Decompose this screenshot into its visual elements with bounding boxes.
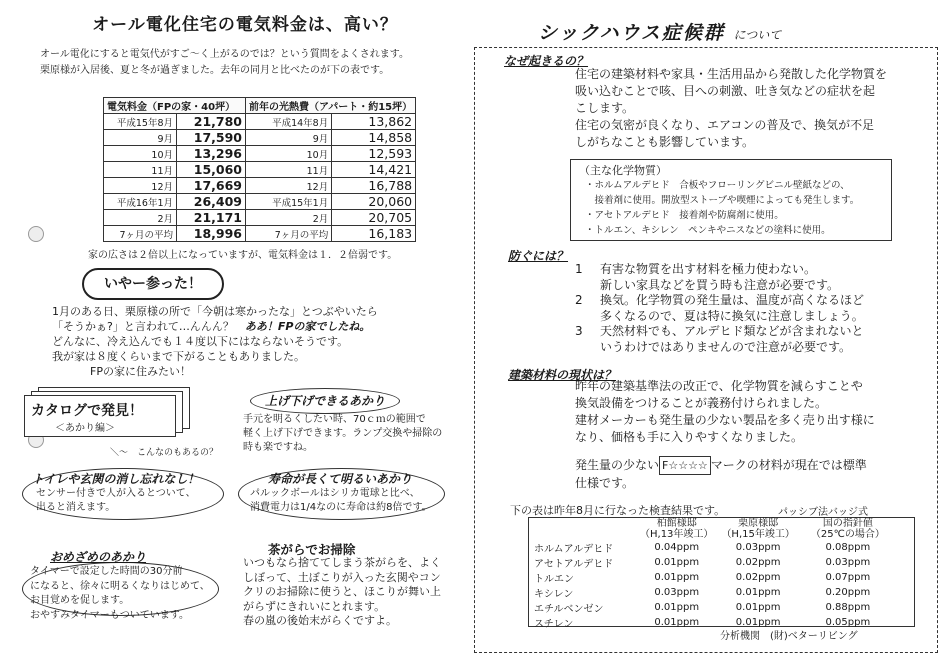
chemicals-title: （主な化学物質） [579, 164, 667, 177]
table-row [104, 114, 416, 130]
cost-value: 26,409 [177, 194, 246, 210]
table-row [104, 146, 416, 162]
why-body [575, 66, 920, 151]
story-line: FPの家に住みたい！ [90, 365, 191, 378]
chemical-name: ホルムアルデヒド [534, 544, 614, 555]
table-row [530, 570, 897, 585]
cost-label: 11月 [246, 162, 332, 178]
test-value: 0.03ppm [735, 542, 781, 553]
cost-value: 12,593 [332, 146, 416, 162]
item-line: 天然材料でも、アルデヒド類などが含まれないと [600, 324, 864, 338]
cost-value: 20,705 [332, 210, 416, 226]
section-body-wake [30, 565, 210, 623]
cost-label: 平成14年8月 [246, 114, 332, 130]
story-line [52, 319, 442, 334]
item-number: 1 [575, 262, 583, 276]
table-row [530, 555, 897, 570]
cost-value: 21,171 [177, 210, 246, 226]
body-line: 昨年の建築基準法の改正で、化学物質を減らすことや [575, 379, 863, 393]
current-heading: 建築材料の現状は？ [508, 368, 617, 382]
section-title-longlife: 寿命が長くて明るいあかり [268, 472, 413, 486]
cost-label: 9月 [246, 130, 332, 146]
catalog-subtitle: ＜あかり編＞ [55, 423, 115, 434]
table-row [104, 194, 416, 210]
cost-label: 10月 [104, 146, 177, 162]
body-line: 吸い込むことで咳、目への刺激、吐き気などの症状を起 [575, 84, 876, 98]
header-line: 栗原様邸 [738, 518, 779, 529]
body-line [575, 456, 920, 475]
table-row [530, 540, 897, 555]
catalog-card [24, 395, 189, 451]
story-text [52, 304, 442, 379]
test-value: 0.20ppm [825, 587, 871, 598]
header-line: 柏館様邸 [656, 518, 697, 529]
cost-value: 20,060 [332, 194, 416, 210]
test-value: 0.03ppm [654, 587, 700, 598]
chemicals-box [570, 159, 892, 241]
item-line: 換気。化学物質の発生量は、温度が高くなるほど [600, 293, 865, 307]
test-value: 0.88ppm [825, 602, 871, 613]
test-intro: 下の表は昨年8月に行なった検査結果です。 [510, 504, 726, 517]
story-emphasis: ああ！FPの家でしたね。 [244, 320, 371, 333]
section-title-wake: おめざめのあかり [50, 550, 147, 564]
chemical-line: 接着剤に使用。開放型ストーブや喫煙によっても発生します。 [585, 195, 860, 206]
cost-label: 10月 [246, 146, 332, 162]
header-line: （25℃の場合） [810, 529, 885, 540]
test-header [636, 518, 717, 540]
test-value: 0.01ppm [654, 602, 700, 613]
fstar-mark: F☆☆☆☆ [659, 456, 711, 475]
cost-value: 18,996 [177, 226, 246, 242]
section-title-toilet: トイレや玄関の消し忘れなし！ [32, 472, 200, 486]
section-body-tea [243, 556, 468, 629]
chemical-line: ・トルエン、キシレン ペンキやニスなどの塗料に使用。 [585, 225, 831, 236]
cost-value: 16,183 [332, 226, 416, 242]
cost-label: 平成15年1月 [246, 194, 332, 210]
cost-header-right: 前年の光熱費（アパート・約15坪） [246, 98, 416, 114]
prevent-heading: 防ぐには？ [508, 249, 569, 263]
cost-value: 14,421 [332, 162, 416, 178]
test-value: 0.01ppm [735, 602, 781, 613]
current-body [575, 378, 920, 446]
body-line: 住宅の建築材料や家具・生活用品から発散した化学物質を [575, 67, 888, 81]
test-header [799, 518, 897, 540]
item-line: 多くなるので、夏は特に換気に注意しましょう。 [600, 308, 864, 323]
fstar-before: 発生量の少ない [575, 458, 660, 472]
left-page-title: オール電化住宅の電気料金は、高い？ [92, 15, 398, 35]
body-line: なり、価格も手に入りやすくなりました。 [575, 430, 804, 444]
binder-hole [28, 226, 44, 242]
body-line: 手元を明るくしたい時、70ｃｍの範囲で [243, 414, 426, 425]
test-value: 0.03ppm [825, 557, 871, 568]
fstar-text [575, 456, 920, 492]
section-body-up-down [243, 413, 458, 455]
story-line: 我が家は８度くらいまで下がることもありました。 [52, 350, 305, 363]
test-value: 0.05ppm [825, 617, 871, 628]
body-line: 仕様です。 [575, 476, 635, 490]
cost-label: 7ヶ月の平均 [246, 226, 332, 242]
body-line: お目覚めを促します。 [30, 595, 130, 606]
item-number: 3 [575, 324, 583, 338]
banner-text: いやー参った！ [104, 276, 202, 292]
body-line: タイマーで設定した時間の30分前 [30, 566, 183, 577]
table-row [104, 178, 416, 194]
catalog-caption: ＼～ こんなのもあるの？ [110, 448, 219, 458]
cost-value: 14,858 [332, 130, 416, 146]
table-note: 家の広さは２倍以上になっていますが、電気料金は１．２倍弱です。 [88, 250, 398, 261]
banner-bubble [82, 268, 224, 300]
chemical-line: ・ホルムアルデヒド 合板やフローリングビニル壁紙などの、 [585, 180, 850, 191]
body-line: しがちなことも影響しています。 [575, 135, 755, 149]
chemical-name: エチルベンゼン [534, 604, 604, 615]
body-line: 住宅の気密が良くなり、エアコンの普及で、換気が不足 [575, 118, 875, 132]
body-line: 時も楽ですね。 [243, 442, 313, 453]
body-line: しぼって、土ぼこりが入った玄関やコン [243, 570, 441, 584]
item-line: 新しい家具などを買う時も注意が必要です。 [600, 277, 840, 292]
cost-label: 2月 [246, 210, 332, 226]
intro-line: 栗原様が入居後、夏と冬が過ぎました。去年の同月と比べたのが下の表です。 [40, 65, 390, 76]
cost-label: 11月 [104, 162, 177, 178]
fstar-after: マークの材料が現在では標準 [710, 458, 867, 472]
cost-label: 9月 [104, 130, 177, 146]
cost-value: 16,788 [332, 178, 416, 194]
prevent-list [575, 262, 905, 355]
right-title-suffix: について [733, 28, 782, 42]
list-item [575, 293, 905, 324]
item-line: いうわけではありませんので注意が必要です。 [600, 339, 852, 354]
test-value: 0.02ppm [735, 572, 781, 583]
catalog-sheet [24, 395, 176, 437]
test-value: 0.01ppm [654, 617, 700, 628]
table-row [104, 162, 416, 178]
table-row [530, 585, 897, 600]
chemical-name: スチレン [534, 619, 574, 630]
header-line: （H,13年竣工） [640, 529, 714, 540]
story-line: どんなに、冷え込んでも１４度以下にはならないそうです。 [52, 335, 349, 348]
intro-text [40, 47, 440, 79]
cost-value: 17,669 [177, 178, 246, 194]
cost-value: 15,060 [177, 162, 246, 178]
why-heading: なぜ起きるの？ [504, 54, 589, 68]
section-title-up-down: 上げ下げできるあかり [265, 394, 386, 408]
cost-label: 7ヶ月の平均 [104, 226, 177, 242]
right-title-main: シックハウス症候群 [538, 22, 725, 44]
catalog-title: カタログで発見！ [31, 403, 143, 419]
story-line: 1月のある日、栗原様の所で「今朝は寒かったな」とつぶやいたら [52, 305, 378, 318]
test-value: 0.01ppm [654, 557, 700, 568]
body-line: センサー付きで人が入るとついて、 [36, 488, 196, 499]
header-line: （H,15年竣工） [721, 529, 795, 540]
chemical-name: アセトアルデヒド [534, 559, 614, 570]
table-row [530, 600, 897, 615]
cost-label: 12月 [104, 178, 177, 194]
intro-line: オール電化にすると電気代がすご～く上がるのでは？という質問をよくされます。 [40, 49, 409, 60]
body-line: になると、徐々に明るくなりはじめて、 [30, 580, 210, 592]
test-value: 0.07ppm [825, 572, 871, 583]
body-line: クリのお掃除に使うと、ほこりが舞い上 [243, 585, 441, 598]
cost-value: 13,862 [332, 114, 416, 130]
header-line: 国の指針値 [822, 518, 873, 529]
analysis-org: 分析機関 (財)ベターリビング [720, 631, 858, 642]
cost-label: 12月 [246, 178, 332, 194]
cost-value: 13,296 [177, 146, 246, 162]
story-quote: 「そうかぁ?」と言われて…んんん？ [52, 320, 245, 333]
test-value: 0.08ppm [825, 542, 871, 553]
cost-value: 17,590 [177, 130, 246, 146]
table-row [104, 130, 416, 146]
chemical-line: ・アセトアルデヒド 接着剤や防腐剤に使用。 [585, 210, 784, 221]
section-title-tea: 茶がらでお掃除 [268, 542, 356, 557]
chemical-name: トルエン [534, 574, 574, 585]
cost-header-left: 電気料金（FPの家・40坪） [104, 98, 246, 114]
test-value: 0.04ppm [654, 542, 700, 553]
body-line: 出ると消えます。 [36, 502, 116, 513]
body-line: 消費電力は1/4なのに寿命は約8倍です。 [250, 502, 432, 513]
list-item [575, 262, 905, 293]
body-line: パルックボールはシリカ電球と比べ、 [250, 488, 420, 499]
body-line: 換気設備をつけることが義務付けられました。 [575, 396, 828, 410]
list-item [575, 324, 905, 355]
chemicals-list [585, 178, 891, 238]
test-method: パッシブ法バッジ式 [778, 507, 868, 518]
cost-label: 平成15年8月 [104, 114, 177, 130]
test-value: 0.01ppm [654, 572, 700, 583]
electricity-cost-table [103, 97, 416, 242]
body-line: こします。 [575, 101, 635, 115]
item-line: 有害な物質を出す材料を極力使わない。 [600, 262, 817, 276]
test-value: 0.01ppm [735, 617, 781, 628]
cost-label: 2月 [104, 210, 177, 226]
chemical-name: キシレン [534, 589, 574, 600]
table-row [104, 210, 416, 226]
right-page-title [538, 18, 781, 45]
body-line: 春の嵐の後始末がらくですよ。 [243, 614, 397, 627]
section-body-longlife [250, 487, 432, 515]
cost-label: 平成16年1月 [104, 194, 177, 210]
test-results-table [530, 518, 897, 630]
body-line: おやすみタイマーもついています。 [30, 609, 189, 621]
table-row [104, 226, 416, 242]
cost-value: 21,780 [177, 114, 246, 130]
body-line: 軽く上げ下げできます。ランプ交換や掃除の [243, 428, 443, 439]
test-value: 0.02ppm [735, 557, 781, 568]
section-body-toilet [36, 487, 196, 515]
item-number: 2 [575, 293, 583, 307]
body-line: いつもなら捨ててしまう茶がらを、よく [243, 556, 441, 569]
body-line: 建材メーカーも発生量の少ない製品を多く売り出す様に [575, 413, 875, 427]
test-value: 0.01ppm [735, 587, 781, 598]
test-header [717, 518, 798, 540]
body-line: がらずにきれいにとれます。 [243, 599, 386, 613]
